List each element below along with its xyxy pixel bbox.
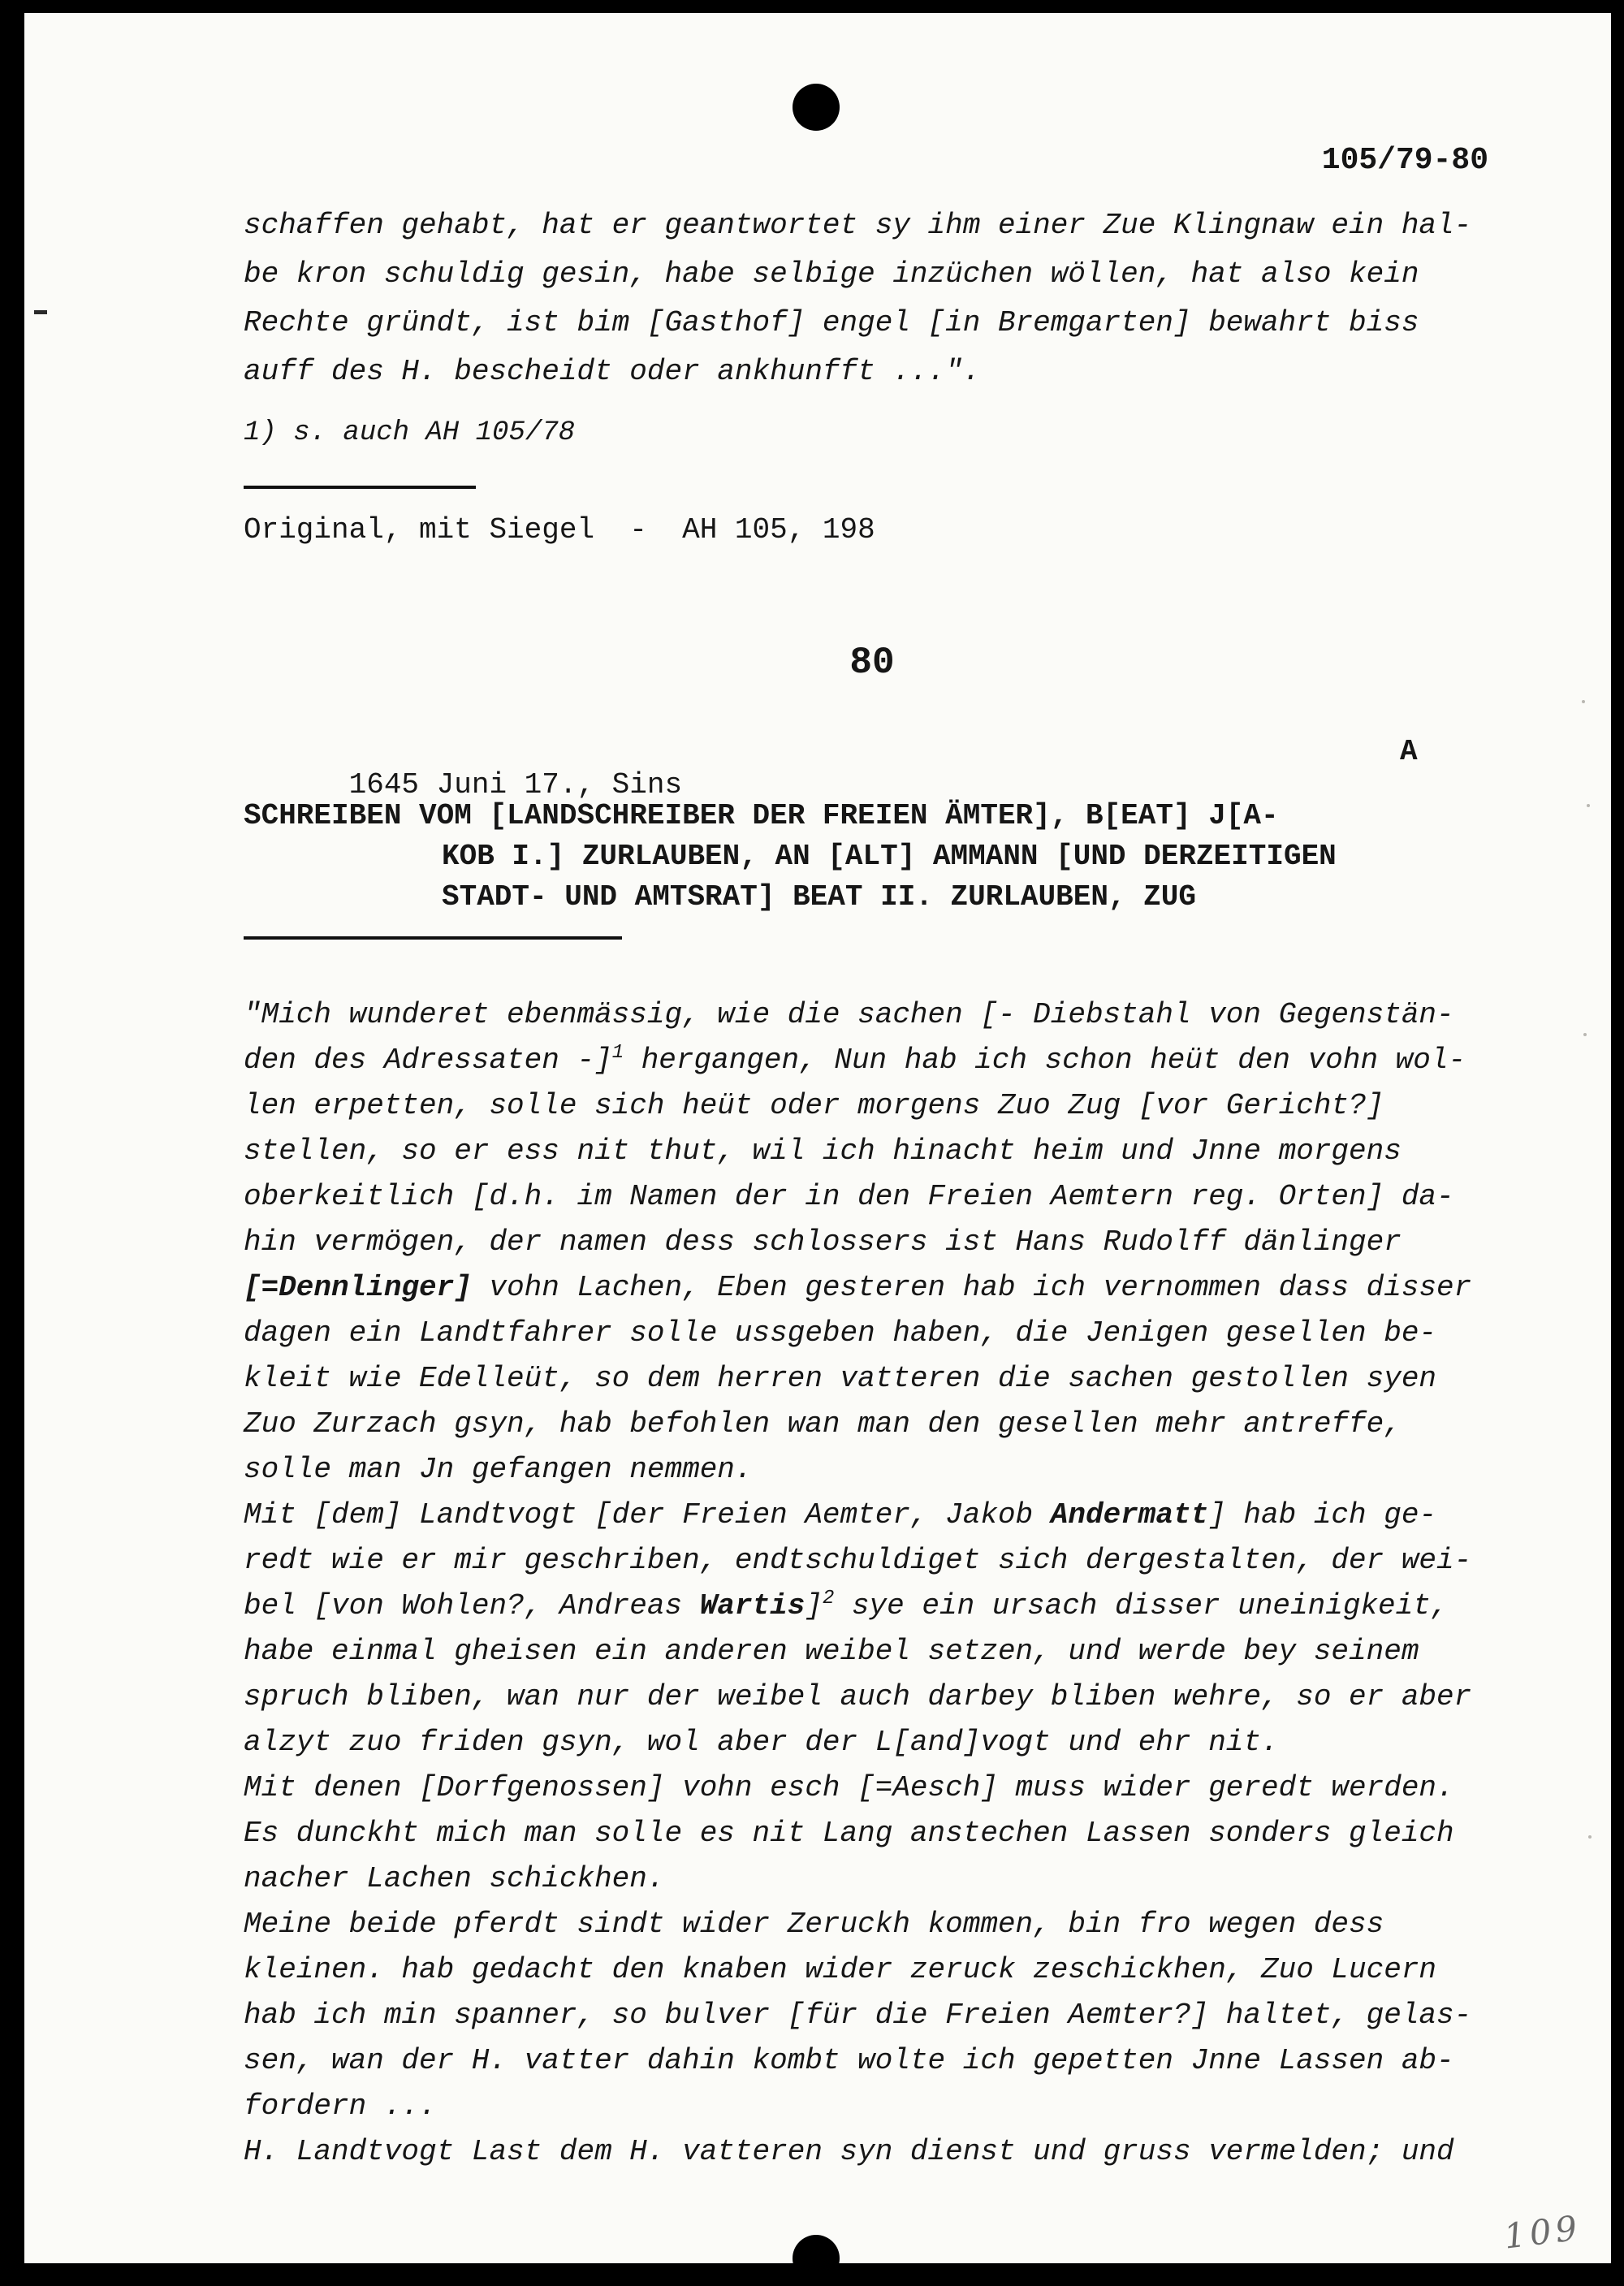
scan-speck: [1583, 1033, 1587, 1036]
separator-rule-2: [244, 936, 622, 940]
scan-speck: [1588, 1835, 1592, 1839]
body-line: H. Landtvogt Last dem H. vatteren syn dienst und gruss vermelden; und: [244, 2135, 1454, 2168]
scan-speck: [1587, 804, 1590, 807]
source-reference: Original, mit Siegel - AH 105, 198: [244, 513, 875, 547]
body-line: alzyt zuo friden gsyn, wol aber der L[and]vogt und ehr nit.: [244, 1726, 1279, 1759]
quote-line: be kron schuldig gesin, habe selbige inzüchen wöllen, hat also kein: [244, 257, 1419, 291]
body-line: kleit wie Edelleüt, so dem herren vatteren die sachen gestollen syen: [244, 1362, 1437, 1395]
previous-entry-quote: [244, 201, 1471, 396]
title-line: SCHREIBEN VOM [LANDSCHREIBER DER FREIEN ÄMTER], B[EAT] J[A-: [244, 799, 1279, 832]
title-line: STADT- UND AMTSRAT] BEAT II. ZURLAUBEN, ZUG: [442, 880, 1196, 914]
body-line: dagen ein Landtfahrer solle ussgeben haben, die Jenigen gesellen be-: [244, 1316, 1437, 1350]
body-line: habe einmal gheisen ein anderen weibel setzen, und werde bey seinem: [244, 1635, 1419, 1668]
quote-line: Rechte gründt, ist bim [Gasthof] engel [in Bremgarten] bewahrt biss: [244, 306, 1419, 339]
body-line: [=Dennlinger] vohn Lachen, Eben gesteren hab ich vernommen dass disser: [244, 1271, 1472, 1304]
page-content: [244, 0, 1501, 2286]
body-line: Mit denen [Dorfgenossen] vohn esch [=Aesch] muss wider geredt werden.: [244, 1771, 1454, 1804]
body-line: Mit [dem] Landtvogt [der Freien Aemter, Jakob Andermatt] hab ich ge-: [244, 1498, 1437, 1532]
body-line: fordern ...: [244, 2089, 437, 2123]
footnote: 1) s. auch AH 105/78: [244, 417, 576, 448]
body-line: den des Adressaten -]$^1$ hergangen, Nun hab ich schon heüt den vohn wol-: [244, 1042, 1466, 1077]
entry-title: [244, 796, 1337, 918]
body-line: bel [von Wohlen?, Andreas Wartis]$^2$ sye ein ursach disser uneinigkeit,: [244, 1588, 1449, 1623]
body-line: oberkeitlich [d.h. im Namen der in den Freien Aemtern reg. Orten] da-: [244, 1180, 1454, 1213]
body-line: nacher Lachen schickhen.: [244, 1862, 665, 1895]
scan-border-right: [1611, 0, 1624, 2286]
body-line: Es dunckht mich man solle es nit Lang anstechen Lassen sonders gleich: [244, 1817, 1454, 1850]
body-line: len erpetten, solle sich heüt oder morgens Zuo Zug [vor Gericht?]: [244, 1089, 1384, 1122]
quote-line: schaffen gehabt, hat er geantwortet sy ihm einer Zue Klingnaw ein hal-: [244, 209, 1472, 242]
scan-speck: [1582, 700, 1585, 703]
body-line: redt wie er mir geschriben, endtschuldiget sich dergestalten, der wei-: [244, 1544, 1472, 1577]
body-line: "Mich wunderet ebenmässig, wie die sachen [- Diebstahl von Gegenstän-: [244, 998, 1454, 1031]
title-line: KOB I.] ZURLAUBEN, AN [ALT] AMMANN [UND DERZEITIGEN: [442, 840, 1337, 873]
body-line: sen, wan der H. vatter dahin kombt wolte ich gepetten Jnne Lassen ab-: [244, 2044, 1454, 2077]
entry-number: 80: [849, 642, 895, 684]
handwritten-folio-number: 109: [1501, 2207, 1583, 2257]
scan-artifact-dash: [34, 310, 47, 314]
body-line: hin vermögen, der namen dess schlossers ist Hans Rudolff dänlinger: [244, 1225, 1402, 1259]
body-line: Zuo Zurzach gsyn, hab befohlen wan man den gesellen mehr antreffe,: [244, 1407, 1402, 1441]
entry-date-place: 1645 Juni 17., Sins: [348, 768, 683, 802]
body-line: stellen, so er ess nit thut, wil ich hinacht heim und Jnne morgens: [244, 1134, 1402, 1168]
separator-rule: [244, 486, 476, 489]
body-line: kleinen. hab gedacht den knaben wider zeruck zeschickhen, Zuo Lucern: [244, 1953, 1437, 1986]
scan-border-left: [0, 0, 24, 2286]
body-line: spruch bliben, wan nur der weibel auch darbey bliben wehre, so er aber: [244, 1680, 1472, 1713]
quote-line: auff des H. bescheidt oder ankhunfft ...".: [244, 355, 981, 388]
body-line: solle man Jn gefangen nemmen.: [244, 1453, 753, 1486]
entry-body: [244, 992, 1471, 2175]
body-line: Meine beide pferdt sindt wider Zeruckh kommen, bin fro wegen dess: [244, 1908, 1384, 1941]
page-number: 105/79-80: [1321, 143, 1488, 178]
body-line: hab ich min spanner, so bulver [für die Freien Aemter?] haltet, gelas-: [244, 1999, 1472, 2032]
entry-marker: A: [1400, 735, 1418, 768]
